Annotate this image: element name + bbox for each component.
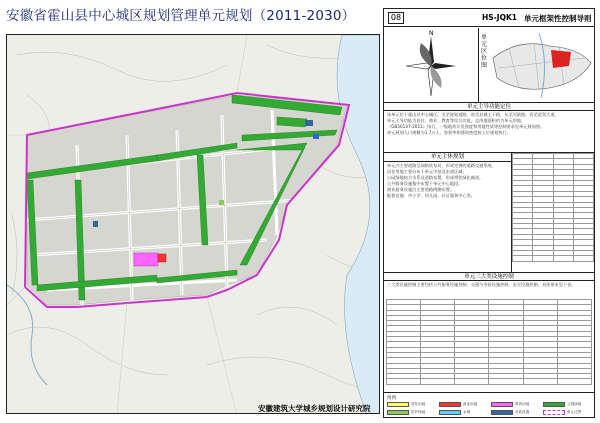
legend-swatch-utility (491, 410, 513, 415)
map-canvas (7, 35, 380, 414)
legend-label-education: 教育用地 (515, 402, 530, 406)
utility-site-1[interactable] (305, 120, 313, 126)
section-facilities (384, 272, 594, 289)
legend-swatch-boundary (543, 410, 565, 415)
planning-map[interactable] (6, 34, 380, 414)
section-facilities-title: 单元三大类设施控制 (384, 272, 594, 281)
section-function-title: 单元主导功能定位 (384, 102, 594, 111)
legend-title: 图例 (387, 396, 396, 401)
legend-label-commercial: 商业用地 (463, 402, 478, 406)
legend-swatch-water (439, 410, 461, 415)
legend-label-protective: 防护绿地 (411, 410, 426, 414)
map-legend (384, 392, 594, 418)
main-plan-table (512, 153, 594, 273)
legend-label-park: 公园绿地 (567, 402, 582, 406)
location-map (478, 28, 594, 102)
main-plan-text-block (384, 153, 512, 273)
legend-swatch-education (491, 402, 513, 407)
section-main-plan-text: 单元内主要道路呈网格状布局，形成完善的道路交通系统。 居住用地主要分布于单元中部及东部区域。 公园绿地结合水系及道路布置，形成带状绿化廊道。 公共服务设施集中布置于单元中心地段。 商业服务设施沿主要道路两侧布置。 配套设施：中小学、幼儿园、社区服务中心等。 (387, 163, 496, 198)
legend-swatch-commercial (439, 402, 461, 407)
protective-green-site[interactable] (219, 200, 224, 205)
land-use-table (512, 153, 594, 262)
section-function (384, 102, 594, 137)
legend-label-residential: 居住用地 (411, 402, 426, 406)
unit-number: 08 (388, 12, 404, 24)
utility-site-2[interactable] (93, 221, 98, 227)
control-panel (383, 8, 595, 418)
section-facilities-text: 三大类设施控制主要包括公共服务设施控制、交通与市政设施控制、安全设施控制，具体要求见下表。 (387, 282, 576, 287)
compass-icon (386, 28, 476, 102)
legend-swatch-residential (387, 402, 409, 407)
legend-label-utility: 市政设施 (515, 410, 530, 414)
location-map-label: 单元区位图 (481, 34, 488, 69)
panel-header (384, 9, 594, 27)
location-map-drawing (479, 28, 595, 102)
education-site[interactable] (134, 253, 158, 266)
facility-table (386, 299, 592, 385)
legend-swatch-protective (387, 410, 409, 415)
section-main-plan-title: 单元主体规划 (384, 153, 511, 162)
legend-label-boundary: 单元边界 (567, 410, 582, 414)
unit-highlight (551, 50, 571, 68)
commercial-site[interactable] (158, 254, 166, 262)
water-facility-site[interactable] (313, 134, 319, 139)
organization-name: 安徽建筑大学城乡规划设计研究院 (258, 404, 371, 413)
compass-rose (386, 28, 476, 102)
legend-label-water: 水域 (463, 410, 471, 414)
unit-guide-name: 单元框架性控制导则 (524, 14, 592, 23)
section-function-text: 该单元位于霍山县中心城区，北至规划道路，南至县城主干路，东至河滨路，西至迎驾大道。 单元主导功能为居住、商业、教育等综合功能，总用地面积约为单元用地。 （GB50137-2011）执行，一级地块开发强度和用地性质等控制要求见单元规划图。 单元规划人口规模为1.7万人，容积率和建筑密度按上位规划执行。 (387, 112, 559, 135)
unit-code: HS-JQK1 (482, 13, 517, 22)
svg-text:N: N (429, 30, 434, 37)
section-main-plan (384, 152, 594, 272)
legend-swatch-park (543, 402, 565, 407)
map-title: 安徽省霍山县中心城区规划管理单元规划（2011-2030） (6, 8, 356, 24)
